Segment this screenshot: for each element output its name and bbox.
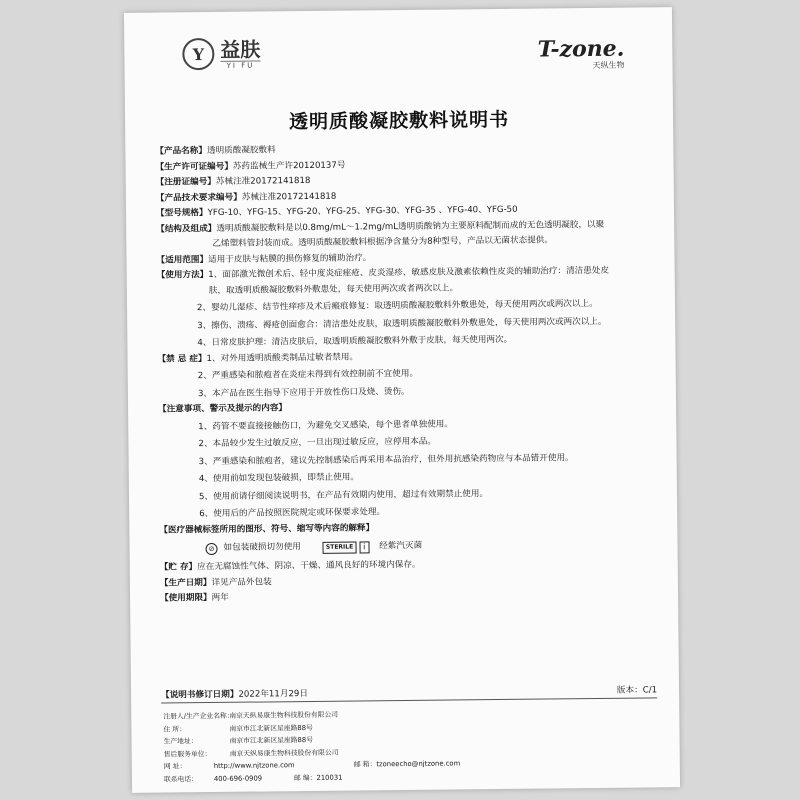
version-value: 版本：C/1 <box>616 685 658 696</box>
phone-value: 400-696-0909 <box>213 773 263 783</box>
yifu-logo-mark: Y <box>182 38 214 70</box>
production-date-label: 【生产日期】 <box>159 577 212 589</box>
address-label: 住 所： <box>163 724 187 734</box>
registrant-label: 注册人/生产企业名称： <box>163 711 234 721</box>
yifu-logo <box>182 37 260 70</box>
note-item-2: 2、本品较少发生过敏反应，一旦出现过敏反应，应停用本品。 <box>198 436 437 450</box>
storage-value: 应在无腐蚀性气体、阴凉、干燥、通风良好的环境内保存。 <box>197 559 421 573</box>
revision-date: 2022年11月29日 <box>238 689 309 700</box>
usage-label: 【使用方法】 <box>156 270 209 281</box>
model-label: 【型号规格】 <box>155 208 208 219</box>
contraindication-item-2: 2、严重感染和脓疱者在炎症未得到有效控制前不宜使用。 <box>197 368 419 382</box>
service-label: 售后服务单位： <box>163 749 212 759</box>
storage-label: 【贮 存】 <box>159 562 198 573</box>
phone-zip-row <box>164 770 461 786</box>
service-value: 南京天纵易康生物科技股份有限公司 <box>229 748 339 758</box>
usage-item-4: 4、日常皮肤护理：清洁皮肤后，取透明质酸凝胶敷料外敷于皮肤，每天使用两次。 <box>197 334 513 349</box>
phone-label: 联系电话： <box>163 774 198 784</box>
structure-text-1: 透明质酸凝胶敷料是以0.8mg/mL～1.2mg/mL透明质酸钠为主要原料配制而成的无色透明凝胶，以聚 <box>216 219 605 234</box>
scope-label: 【适用范围】 <box>156 254 209 266</box>
license-value: 苏药监械生产许20120137号 <box>232 160 346 172</box>
symbol-1-text: 如包装破损切勿使用 <box>223 542 301 554</box>
expiry-value: 两年 <box>211 592 229 604</box>
tzone-logo <box>538 36 625 72</box>
yifu-logo-cn: 益肤 <box>220 36 261 62</box>
contraindication-item-1: 1、对外用透明质酸类制品过敏者禁用。 <box>206 351 359 364</box>
revision-label: 【说明书修订日期】 <box>161 689 239 701</box>
contraindication-label: 【禁 忌 症】 <box>157 353 207 365</box>
model-value: YFG-10、YFG-15、YFG-20、YFG-25、YFG-30、YFG-35 、YFG-40、YFG-50 <box>207 204 518 219</box>
registration-label: 【注册证编号】 <box>155 176 216 188</box>
tech-requirement-label: 【产品技术要求编号】 <box>155 192 242 204</box>
usage-item-2: 2、婴幼儿湿疹、结节性痒疹及术后瘢痕修复：取透明质酸凝胶敷料外敷患处，每天使用两次或两次以上。 <box>196 298 598 314</box>
usage-item-1a: 1、面部激光微创术后、轻中度炎症痤疮、皮炎湿疹、敏感皮肤及激素依赖性皮炎的辅助治疗：清洁患处皮 <box>208 265 610 281</box>
sterile-icon: STERILE <box>323 541 356 553</box>
website-value: http://www.njtzone.com <box>213 761 295 770</box>
tzone-logo-sub: 天纵生物 <box>592 60 625 70</box>
notes-label: 【注意事项、警示及提示的内容】 <box>158 403 288 415</box>
structure-label: 【结构及组成】 <box>156 223 217 235</box>
address-value: 南京市江北新区星座路88号 <box>229 723 313 733</box>
info-icon: i <box>359 541 369 553</box>
contraindication-item-3: 3、本产品在医生指导下应用于开放性伤口及烧、烫伤。 <box>197 386 410 399</box>
symbol-2-text: 经紫汽灭菌 <box>379 541 423 552</box>
product-name-label: 【产品名称】 <box>155 146 208 157</box>
registration-value: 苏械注准20172141818 <box>215 175 311 187</box>
tech-requirement-value: 苏械注准20172141818 <box>241 191 337 203</box>
instruction-sheet <box>124 7 680 793</box>
usage-item-3: 3、擦伤、溃疡、褥疮创面愈合：清洁患处皮肤，取透明质酸凝胶敷料外敷患处，每天使用两次或两次以上。 <box>197 316 607 331</box>
note-item-6: 6、使用后的产品按照医院规定或环保要求处理。 <box>199 507 386 520</box>
email-value: tzoneecho@njtzone.com <box>376 759 461 769</box>
usage-item-1b: 肤，取透明质酸凝胶敷料外敷患处，每天使用两次或者两次以上。 <box>208 282 459 296</box>
registrant-value: 南京天纵易康生物科技股份有限公司 <box>229 710 339 720</box>
license-label: 【生产许可证编号】 <box>155 161 233 173</box>
document-body <box>155 139 660 607</box>
document-title: 透明质酸凝胶敷料说明书 <box>288 108 510 134</box>
do-not-use-if-damaged-icon: ⊘ <box>205 543 217 555</box>
website-label: 网 址： <box>163 762 187 771</box>
production-address-label: 生产地址： <box>163 737 198 746</box>
product-name-value: 透明质酸凝胶敷料 <box>206 145 276 157</box>
structure-text-2: 乙烯塑料管封装而成。透明质酸凝胶敷料根据净含量分为8种型号，产品以无菌状态提供。 <box>212 235 554 249</box>
zip-label: 邮 编： <box>293 773 317 782</box>
zip-value: 210031 <box>316 773 343 782</box>
expiry-label: 【使用期限】 <box>160 593 212 604</box>
symbols-label: 【医疗器械标签所用的图形、符号、缩写等内容的解释】 <box>159 522 375 536</box>
note-item-4: 4、使用前如发现包装破损，即禁止使用。 <box>198 472 360 485</box>
note-item-3: 3、严重感染和脓疱者，建议先控制感染后再采用本品治疗，但外用抗感染药物应与本品错开使用。 <box>198 452 574 467</box>
production-date-value: 详见产品外包装 <box>211 576 272 588</box>
note-item-1: 1、药管不要直接接触伤口，为避免交叉感染，每个患者单独使用。 <box>198 418 454 432</box>
tzone-logo-brand: T-zone. <box>537 35 625 63</box>
production-address-value: 南京市江北新区星座路88号 <box>229 735 314 745</box>
yifu-logo-en: YI FU <box>220 60 260 69</box>
email-label: 邮 箱： <box>353 760 377 769</box>
scope-value: 适用于皮肤与粘膜的损伤修复的辅助治疗。 <box>208 252 372 265</box>
note-item-5: 5、使用前请仔细阅读说明书，在产品有效期内使用，超过有效期禁止使用。 <box>198 488 489 502</box>
company-footer <box>163 707 460 785</box>
